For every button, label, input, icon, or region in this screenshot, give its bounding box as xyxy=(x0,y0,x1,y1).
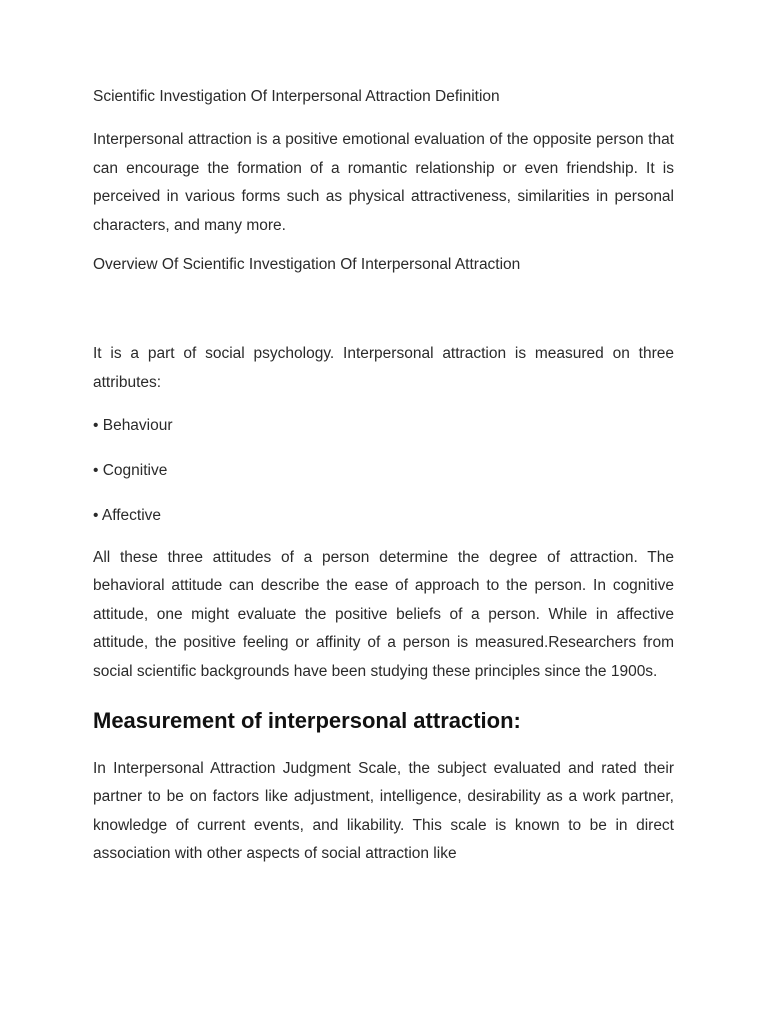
overview-title: Overview Of Scientific Investigation Of Interpersonal Attraction xyxy=(93,256,521,274)
attitudes-paragraph: All these three attitudes of a person determine the degree of attraction. The behavioral attitude can describe the ease of approach to the person. In cognitive attitude, one might evaluate the positive beliefs of a person. While in affective attitude, the positive feeling or affinity of a person is measured.Researchers from social scientific backgrounds have been studying these principles since the 1900s. xyxy=(93,548,674,680)
bullet-behaviour: • Behaviour xyxy=(93,416,173,434)
document-title: Scientific Investigation Of Interpersonal Attraction Definition xyxy=(93,88,500,105)
document-page xyxy=(93,86,674,869)
bullet-cognitive: • Cognitive xyxy=(93,461,168,479)
part-paragraph: It is a part of social psychology. Interpersonal attraction is measured on three attributes: xyxy=(93,345,674,391)
measurement-paragraph: In Interpersonal Attraction Judgment Scale, the subject evaluated and rated their partner to be on factors like adjustment, intelligence, desirability as a work partner, knowledge of current events, and likability. This scale is known to be in direct association with other aspects of social attraction like xyxy=(93,759,674,863)
measurement-heading: Measurement of interpersonal attraction: xyxy=(93,707,521,733)
intro-paragraph: Interpersonal attraction is a positive emotional evaluation of the opposite person that can encourage the formation of a romantic relationship or even friendship. It is perceived in various forms such as physical attractiveness, similarities in personal characters, and many more. xyxy=(93,131,674,234)
bullet-affective: • Affective xyxy=(93,506,162,524)
